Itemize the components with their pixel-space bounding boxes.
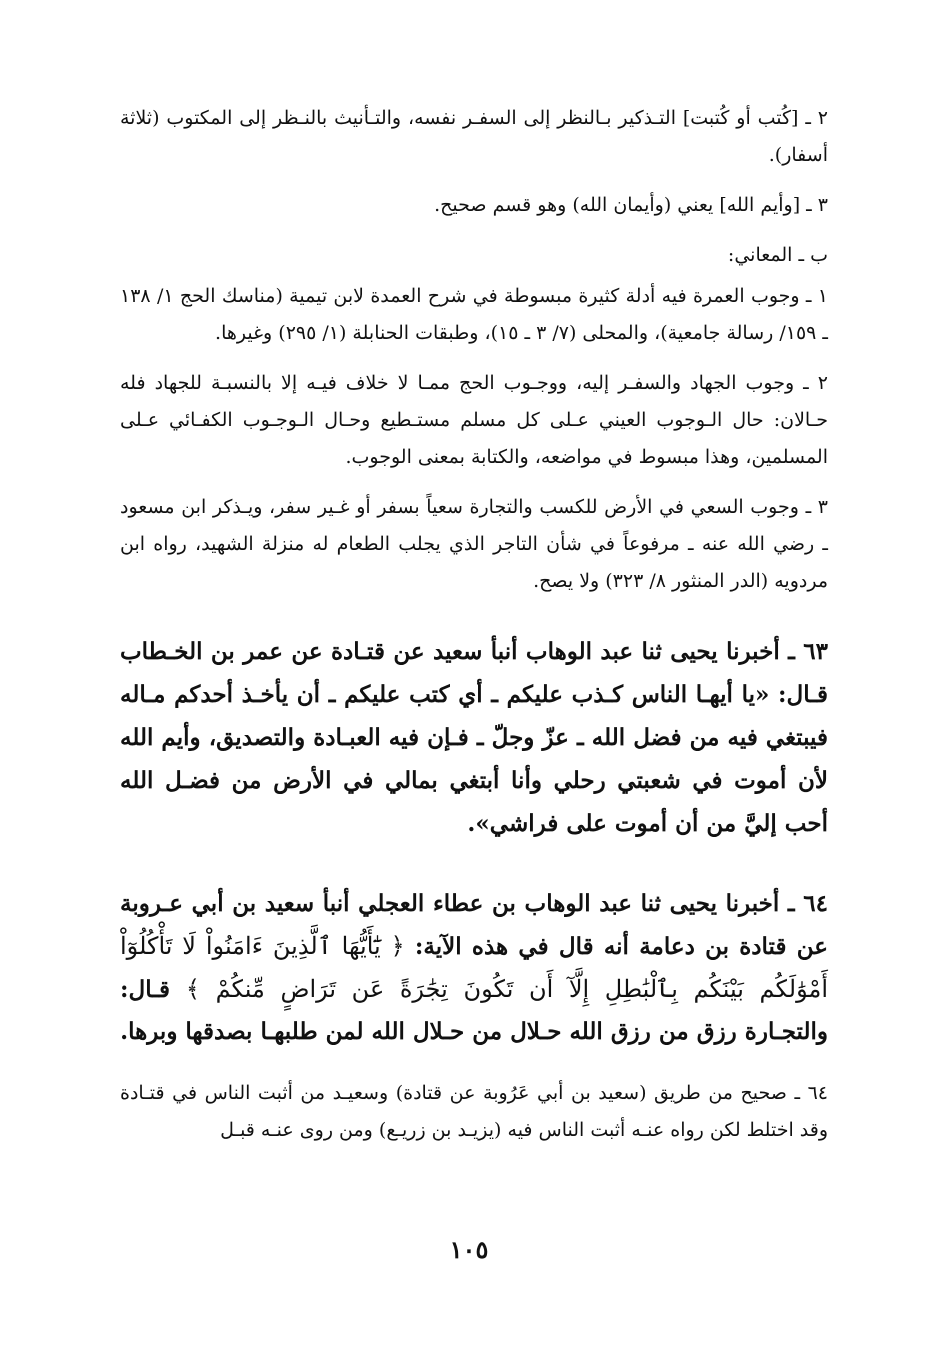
- page-number: ١٠٥: [449, 1235, 489, 1264]
- page-body: [120, 100, 828, 1162]
- footnote-language-3: ٣ ـ [وأيم الله] يعني (وأيمان الله) وهو قسم صحيح.: [434, 194, 828, 216]
- hadith-63: ٦٣ ـ أخبرنا يحيى ثنا عبد الوهاب أنبأ سعيد عن قتـادة عن عمر بن الخـطاب قـال: «يا أيهـا الناس كـذب عليكم ـ أي كتب عليكم ـ أن يأخـذ أحدكم مـاله فيبتغي فيه من فضل الله ـ عزّ وجلّ ـ فـإن فيه العبـادة والتصديق، وأيم الله لأن أموت في شعبتي رحلي وأنا أبتغي بمالي في الأرض من فضـل الله أحب إليَّ من أن أموت على فراشي».: [120, 638, 828, 837]
- hadith-64-intro: ٦٤ ـ أخبرنا يحيى ثنا عبد الوهاب بن عطاء العجلي أنبأ سعيد بن أبي عـروبة عن قتادة بن دعامة أنه قال في هذه الآية:: [120, 890, 828, 960]
- footnote-language-2: ٢ ـ [كُتب أو كُتبت] التـذكير بـالنظر إلى السفـر نفسه، والتـأنيث بالنـظر إلى المكتوب (ثلاثة أسفار).: [120, 107, 828, 166]
- hadith-64: [120, 883, 828, 1053]
- hadith-64-conclusion: قـال: والتجـارة رزق من رزق الله حـلال من حـلال الله لمن طلبهـا بصدقها وبرها.: [120, 976, 828, 1045]
- footnote-meaning-3: ٣ ـ وجوب السعي في الأرض للكسب والتجارة سعياً بسفر أو غـير سفر، ويـذكر ابن مسعود ـ رضي الله عنه ـ مرفوعاً في شأن التاجر الذي يجلب الطعام له منزلة الشهيد، رواه ابن مردويه (الدر المنثور ٨/ ٣٢٣) ولا يصح.: [120, 496, 828, 592]
- footnote-meaning-1: ١ ـ وجوب العمرة فيه أدلة كثيرة مبسوطة في شرح العمدة لابن تيمية (مناسك الحج ١/ ١٣٨ ـ ١٥٩/ رسالة جامعية)، والمحلى (٧/ ٣ ـ ١٥)، وطبقات الحنابلة (١/ ٢٩٥) وغيرها.: [120, 285, 828, 344]
- quran-verse: ﴿ يَٰٓأَيُّهَا ٱلَّذِينَ ءَامَنُواْ لَا تَأْكُلُوٓاْ أَمْوَٰلَكُم بَيْنَكُم بِٱلْبَٰطِلِ إِلَّآ أَن تَكُونَ تِجَٰرَةً عَن تَرَاضٍ مِّنكُمْ ﴾: [120, 932, 829, 1003]
- section-heading-meanings: ب ـ المعاني:: [727, 244, 828, 266]
- footnote-hadith-64: ٦٤ ـ صحيح من طريق (سعيد بن أبي عَرُوبة عن قتادة) وسعيـد من أثبت الناس في قتـادة وقد اختلط لكن رواه عنـه أثبت الناس فيه (يزيـد بن زريـع) ومن روى عنـه قبـل: [120, 1082, 828, 1141]
- footnote-meaning-2: ٢ ـ وجوب الجهاد والسفـر إليه، ووجـوب الحج ممـا لا خلاف فيـه إلا بالنسبـة للجهاد فله حـالان: حال الـوجوب العيني عـلى كل مسلم مستـطيع وحـال الـوجـوب الكفـائي عـلى المسلمين، وهذا مبسوط في مواضعه، والكتابة بمعنى الوجوب.: [120, 372, 828, 468]
